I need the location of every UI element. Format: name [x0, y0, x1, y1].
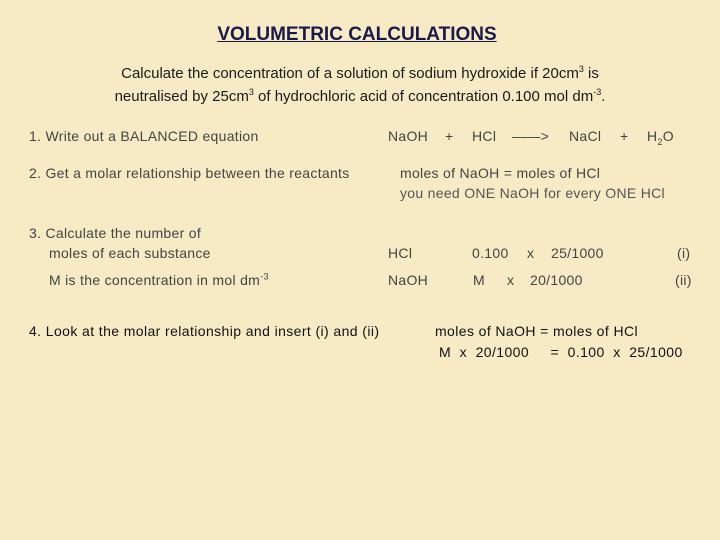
step-4-label: 4. Look at the molar relationship and insert (i) and (ii): [29, 323, 380, 339]
question-text: .: [601, 88, 606, 105]
equation-reactant-hcl: HCl: [472, 128, 497, 144]
naoh-volume: 20/1000: [530, 272, 583, 288]
tag-ii: (ii): [675, 272, 692, 288]
concentration-note: [49, 272, 269, 288]
tag-i: (i): [677, 245, 691, 261]
question-text: neutralised by 25cm: [114, 88, 249, 105]
formula-text: H: [647, 128, 658, 144]
superscript: -3: [260, 271, 269, 282]
equation-product-nacl: NaCl: [569, 128, 602, 144]
subscript: 2: [657, 136, 663, 147]
equation-plus: +: [620, 128, 629, 144]
naoh-substance: NaOH: [388, 272, 429, 288]
question-line-2: [0, 88, 720, 105]
equation-reactant-naoh: NaOH: [388, 128, 429, 144]
superscript: 3: [578, 64, 584, 74]
formula-text: O: [662, 128, 674, 144]
molar-relationship-note: you need ONE NaOH for every ONE HCl: [400, 185, 665, 201]
hcl-volume: 25/1000: [551, 245, 604, 261]
page-title: VOLUMETRIC CALCULATIONS: [217, 24, 497, 45]
final-relationship: moles of NaOH = moles of HCl: [435, 323, 638, 339]
step-1-label: 1. Write out a BALANCED equation: [29, 128, 259, 144]
equation-plus: +: [445, 128, 454, 144]
question-text: is: [583, 65, 599, 82]
question-line-1: [0, 65, 720, 82]
hcl-substance: HCl: [388, 245, 413, 261]
equation-arrow: ——>: [512, 128, 550, 144]
hcl-concentration: 0.100: [472, 245, 509, 261]
times-sign: x: [527, 245, 535, 261]
times-sign: x: [507, 272, 515, 288]
superscript: 3: [248, 87, 254, 97]
naoh-concentration: M: [473, 272, 485, 288]
equation-product-water: [647, 128, 674, 147]
question-text: Calculate the concentration of a solution of sodium hydroxide if 20cm: [121, 65, 579, 82]
question-text: of hydrochloric acid of concentration 0.100 mol dm: [253, 88, 594, 105]
step-3-label: moles of each substance: [49, 245, 211, 261]
step-3-label: 3. Calculate the number of: [29, 225, 202, 241]
step-2-label: 2. Get a molar relationship between the reactants: [29, 165, 350, 181]
note-text: M is the concentration in mol dm: [49, 272, 261, 288]
molar-relationship: moles of NaOH = moles of HCl: [400, 165, 601, 181]
final-equation: M x 20/1000 = 0.100 x 25/1000: [439, 344, 683, 360]
superscript: -3: [593, 87, 602, 97]
